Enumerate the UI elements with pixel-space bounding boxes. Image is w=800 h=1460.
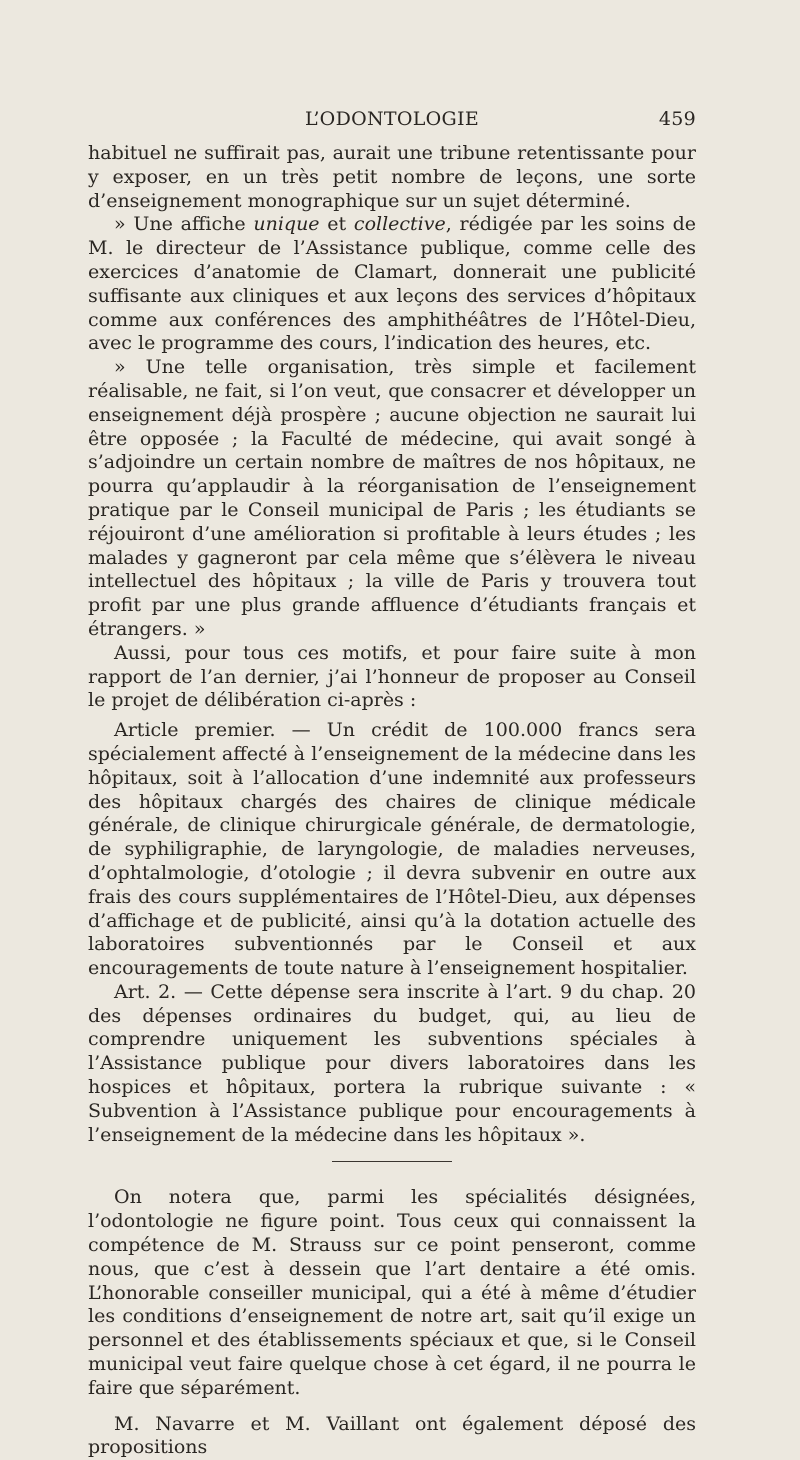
paragraph-article-2: Art. 2. — Cette dépense sera inscrite à l’art. 9 du chap. 20 des dépenses ordinaires du budget, qui, au lieu de comprendre uniquement les subventions spéciales à l’Assistance publique pour divers laboratoires dans les hospices et hôpitaux, portera la rubrique suivante : « Subvention à l’Assistance publique pour encouragements à l’enseignement de la médecine dans les hôpitaux ». [88,980,696,1146]
paragraph-affiche [88,213,696,356]
text-run: , rédigée par les soins de M. le directeur de l’Assistance publique, comme celle des exercices d’anatomie de Clamart, donnerait une publicité suffisante aux cliniques et aux leçons des services d’hôpitaux comme aux conférences des amphithéâtres de l’Hôtel-Dieu, avec le programme des cours, l’indication des heures, etc. [88,213,696,355]
journal-title: L’ODONTOLOGIE [304,108,479,130]
paragraph-odontologie: On notera que, parmi les spécialités désignées, l’odontologie ne figure point. Tous ceux qui connaissent la compétence de M. Strauss sur ce point penseront, comme nous, que c’est à dessein que l’art dentaire a été omis. L’honorable conseiller municipal, qui a été à même d’étudier les conditions d’enseignement de notre art, sait qu’il exige un personnel et des établissements spéciaux et que, si le Conseil municipal veut faire quelque chose à cet égard, il ne pourra le faire que séparément. [88,1186,696,1399]
paragraph-article-premier: Article premier. — Un crédit de 100.000 francs sera spécialement affecté à l’enseignement de la médecine dans les hôpitaux, soit à l’allocation d’une indemnité aux professeurs des hôpitaux chargés des chaires de clinique médicale générale, de clinique chirurgicale générale, de dermatologie, de syphiligraphie, de laryngologie, de maladies nerveuses, d’ophtalmologie, d’otologie ; il devra subvenir en outre aux frais des cours supplémentaires de l’Hôtel-Dieu, aux dépenses d’affichage et de publicité, ainsi qu’à la dotation actuelle des laboratoires subventionnés par le Conseil et aux encouragements de toute nature à l’enseignement hospitalier. [88,719,696,980]
emphasis-unique: unique [253,213,320,236]
text-run: et [319,213,354,236]
running-header [88,108,696,136]
paragraph-proposal: Aussi, pour tous ces motifs, et pour faire suite à mon rapport de l’an dernier, j’ai l’honneur de proposer au Conseil le projet de délibération ci-après : [88,641,696,712]
emphasis-collective: collective [353,213,446,236]
section-divider [332,1161,452,1162]
paragraph-organisation: » Une telle organisation, très simple et facilement réalisable, ne fait, si l’on veut, que consacrer et développer un enseignement déjà prospère ; aucune objection ne saurait lui être opposée ; la Faculté de médecine, qui avait songé à s’adjoindre un certain nombre de maîtres de nos hôpitaux, ne pourra qu’applaudir à la réorganisation de l’enseignement pratique par le Conseil municipal de Paris ; les étudiants se réjouiront d’une amélioration si profitable à leurs études ; les malades y gagneront par cela même que s’élèvera le niveau intellectuel des hôpitaux ; la ville de Paris y trouvera tout profit par une plus grande affluence d’étudiants français et étrangers. » [88,356,696,640]
text-run: » Une affiche [114,213,254,236]
text-body [88,142,696,1460]
paragraph-continuation: habituel ne suffirait pas, aurait une tribune retentissante pour y exposer, en un très petit nombre de leçons, une sorte d’enseignement monographique sur un sujet déterminé. [88,142,696,212]
paragraph-navarre: M. Navarre et M. Vaillant ont également déposé des propositions [88,1412,696,1459]
page-number: 459 [658,108,696,130]
